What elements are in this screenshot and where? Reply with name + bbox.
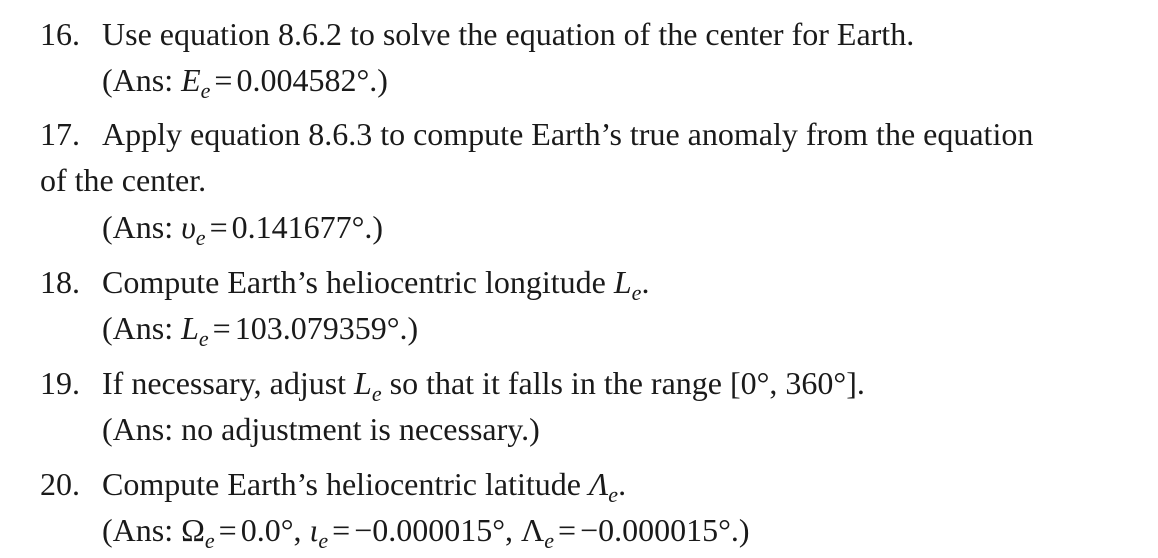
item-number: 18. bbox=[40, 264, 80, 300]
answer-text: (Ans: no adjustment is necessary.) bbox=[102, 411, 540, 447]
item-18-question bbox=[40, 264, 650, 305]
answer-subscript: e bbox=[198, 326, 209, 351]
item-18-answer bbox=[102, 310, 419, 351]
item-number: 20. bbox=[40, 466, 80, 502]
answer-equals: = bbox=[209, 209, 228, 245]
answer-equals: = bbox=[212, 310, 231, 346]
item-17-answer bbox=[102, 209, 384, 250]
answer-value: 103.079359°.) bbox=[234, 310, 419, 346]
answer-equals: = bbox=[214, 62, 233, 98]
answer-subscript: e bbox=[204, 528, 215, 553]
answer-value: 0.004582°.) bbox=[236, 62, 388, 98]
item-text: Compute Earth’s heliocentric latitude bbox=[102, 466, 589, 502]
item-subscript: e bbox=[371, 381, 382, 406]
item-19-answer bbox=[102, 413, 540, 445]
item-subscript: e bbox=[631, 280, 642, 305]
item-19-question bbox=[40, 365, 865, 406]
answer-open: (Ans: bbox=[102, 310, 182, 346]
answer-variable: L bbox=[181, 310, 199, 346]
answer-equals: = bbox=[218, 512, 237, 548]
answer-value-iota: −0.000015°, bbox=[354, 512, 522, 548]
item-variable: L bbox=[354, 365, 372, 401]
item-20-question bbox=[40, 466, 627, 507]
answer-equals: = bbox=[558, 512, 577, 548]
answer-subscript: e bbox=[195, 225, 206, 250]
answer-variable: E bbox=[181, 62, 201, 98]
item-text: Use equation 8.6.2 to solve the equation of the center for Earth. bbox=[102, 16, 915, 52]
item-variable: Λ bbox=[588, 466, 609, 502]
item-text: If necessary, adjust bbox=[102, 365, 355, 401]
item-text: of the center. bbox=[40, 162, 207, 198]
item-text-end: . bbox=[641, 264, 650, 300]
item-text: Compute Earth’s heliocentric longitude bbox=[102, 264, 614, 300]
item-subscript: e bbox=[608, 482, 619, 507]
answer-value: 0.141677°.) bbox=[231, 209, 384, 245]
answer-open: (Ans: bbox=[102, 512, 182, 548]
answer-variable-omega: Ω bbox=[181, 512, 205, 548]
answer-value-lambda: −0.000015°.) bbox=[580, 512, 750, 548]
answer-variable-lambda: Λ bbox=[521, 512, 545, 548]
answer-open: (Ans: bbox=[102, 209, 182, 245]
item-17-question-cont bbox=[40, 164, 206, 196]
item-text-post: so that it falls in the range [0°, 360°]. bbox=[381, 365, 865, 401]
item-variable: L bbox=[613, 264, 632, 300]
item-number: 17. bbox=[40, 116, 80, 152]
answer-equals: = bbox=[332, 512, 351, 548]
answer-subscript: e bbox=[544, 528, 555, 553]
item-16-question bbox=[40, 18, 914, 50]
answer-variable-iota: ι bbox=[309, 512, 319, 548]
item-number: 19. bbox=[40, 365, 80, 401]
answer-open: (Ans: bbox=[102, 62, 182, 98]
item-text-end: . bbox=[618, 466, 627, 502]
answer-subscript: e bbox=[200, 78, 211, 103]
item-text: Apply equation 8.6.3 to compute Earth’s true anomaly from the equation bbox=[102, 116, 1034, 152]
item-16-answer bbox=[102, 62, 388, 103]
answer-variable: υ bbox=[181, 209, 196, 245]
item-17-question bbox=[40, 118, 1033, 150]
item-20-answer bbox=[102, 512, 750, 553]
answer-subscript: e bbox=[318, 528, 329, 553]
answer-value-omega: 0.0°, bbox=[240, 512, 310, 548]
item-number: 16. bbox=[40, 16, 80, 52]
